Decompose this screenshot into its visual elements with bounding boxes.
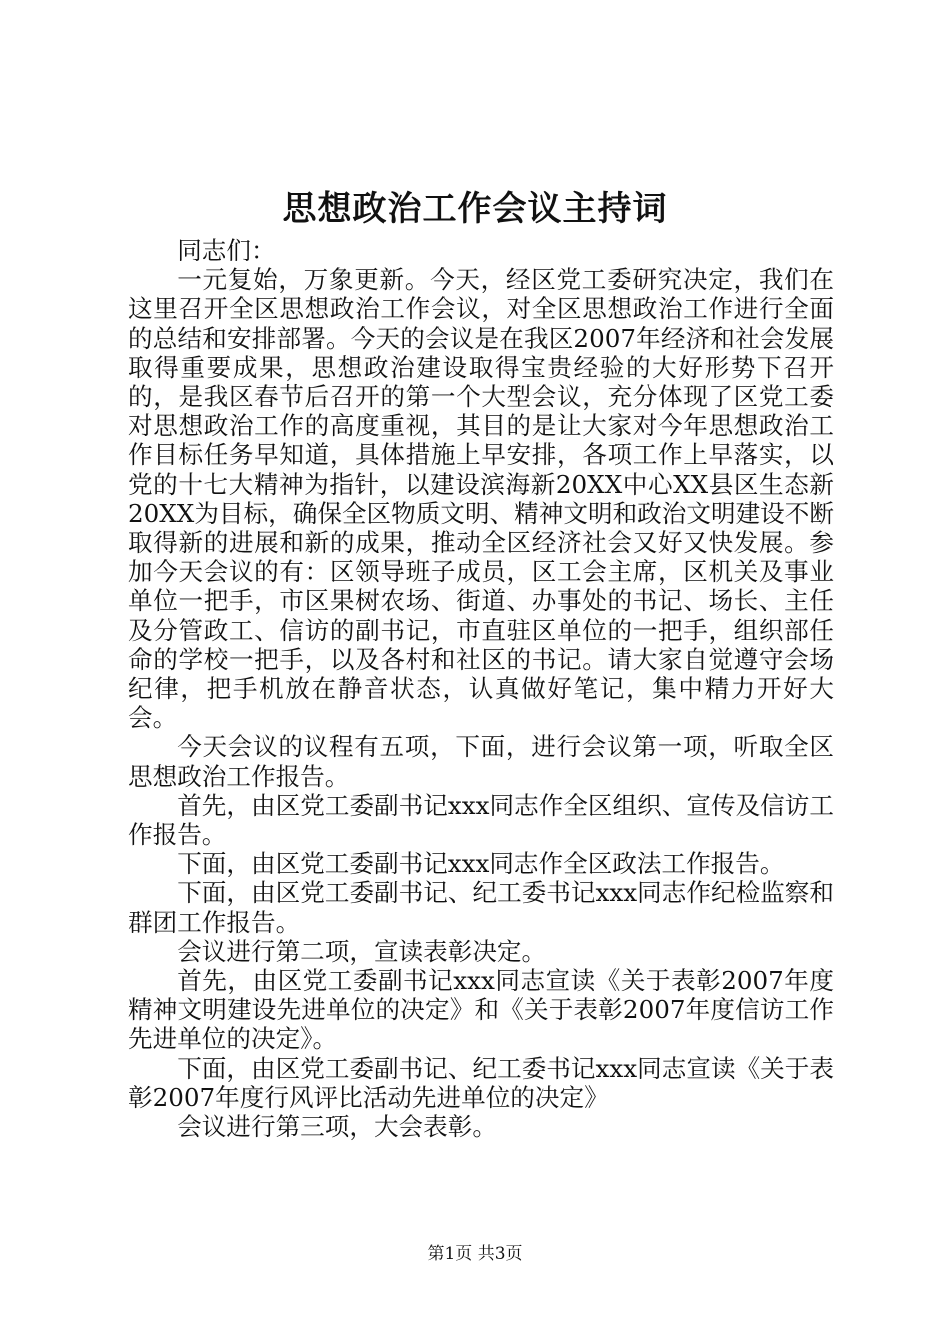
paragraph-item: 会议进行第三项，大会表彰。 (177, 1112, 497, 1142)
paragraph-item: 首先，由区党工委副书记xxx同志作全区组织、宣传及信访工作报告。 (128, 790, 834, 850)
document-title: 思想政治工作会议主持词 (282, 189, 668, 229)
paragraph-salutation: 同志们： (177, 236, 276, 265)
document-body (128, 236, 834, 1141)
paragraph-item: 下面，由区党工委副书记、纪工委书记xxx同志宣读《关于表彰2007年度行风评比活动先进单位的决定》 (128, 1053, 834, 1112)
page-number-footer: 第1页 共3页 (427, 1244, 523, 1264)
paragraph-item: 会议进行第二项，宣读表彰决定。 (177, 936, 547, 966)
paragraph-item: 下面，由区党工委副书记xxx同志作全区政法工作报告。 (177, 849, 785, 879)
paragraph-opening: 一元复始，万象更新。今天，经区党工委研究决定，我们在这里召开全区思想政治工作会议，对全区思想政治工作进行全面的总结和安排部署。今天的会议是在我区2007年经济和社会发展取得重要成果，思想政治建设取得宝贵经验的大好形势下召开的，是我区春节后召开的第一个大型会议，充分体现了区党工委对思想政治工作的高度重视，其目的是让大家对今年思想政治工作目标任务早知道，具体措施上早安排，各项工作上早落实，以党的十七大精神为指针，以建设滨海新20XX中心XX县区生态新20XX为目标，确保全区物质文明、精神文明和政治文明建设不断取得新的进展和新的成果，推动全区经济社会又好又快发展。参加今天会议的有：区领导班子成员，区工会主席，区机关及事业单位一把手，市区果树农场、街道、办事处的书记、场长、主任及分管政工、信访的副书记，市直驻区单位的一把手，组织部任命的学校一把手，以及各村和社区的书记。请大家自觉遵守会场纪律，把手机放在静音状态，认真做好笔记，集中精力开好大会。 (128, 265, 834, 733)
paragraph-agenda: 今天会议的议程有五项，下面，进行会议第一项，听取全区思想政治工作报告。 (128, 732, 834, 791)
paragraph-item: 首先，由区党工委副书记xxx同志宣读《关于表彰2007年度精神文明建设先进单位的决定》和《关于表彰2007年度信访工作先进单位的决定》。 (128, 966, 834, 1054)
paragraph-item: 下面，由区党工委副书记、纪工委书记xxx同志作纪检监察和群团工作报告。 (128, 878, 834, 937)
